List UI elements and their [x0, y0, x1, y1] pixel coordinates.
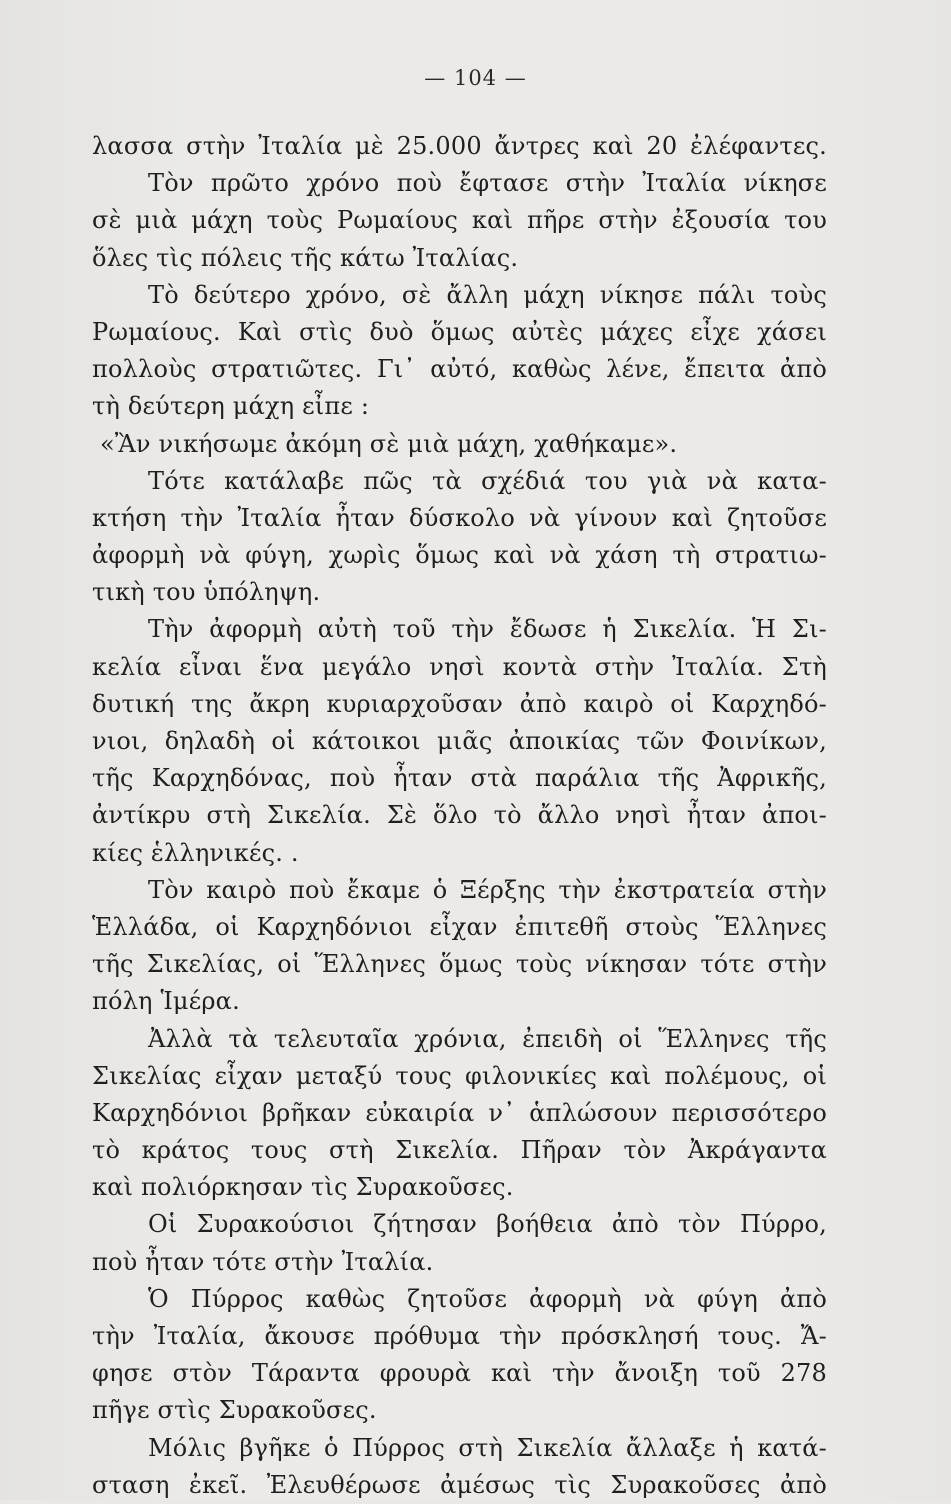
text-line: σὲ μιὰ μάχη τοὺς Ρωμαίους καὶ πῆρε στὴν ἐξουσία του [92, 206, 827, 235]
text-line: Τότε κατάλαβε πῶς τὰ σχέδιά του γιὰ νὰ κατα- [148, 466, 827, 495]
text-line: πόλη Ἱμέρα. [92, 987, 240, 1016]
text-line: Ρωμαίους. Καὶ στὶς δυὸ ὅμως αὐτὲς μάχες εἶχε χάσει [92, 317, 827, 346]
text-line: Τὸ δεύτερο χρόνο, σὲ ἄλλη μάχη νίκησε πάλι τοὺς [148, 280, 827, 309]
text-line: κίες ἑλληνικές. . [92, 838, 299, 867]
text-line: Μόλις βγῆκε ὁ Πύρρος στὴ Σικελία ἄλλαξε ἡ κατά- [148, 1433, 827, 1462]
text-line: φησε στὸν Τάραντα φρουρὰ καὶ τὴν ἄνοιξη τοῦ 278 [92, 1359, 827, 1388]
text-line: καὶ πολιόρκησαν τὶς Συρακοῦσες. [92, 1173, 514, 1202]
text-line: κτήση τὴν Ἰταλία ἦταν δύσκολο νὰ γίνουν καὶ ζητοῦσε [92, 503, 827, 532]
text-line: πῆγε στὶς Συρακοῦσες. [92, 1396, 377, 1425]
text-line: Ὁ Πύρρος καθὼς ζητοῦσε ἀφορμὴ νὰ φύγη ἀπὸ [148, 1284, 827, 1313]
body-text [92, 128, 827, 1504]
text-line: «Ἂν νικήσωμε ἀκόμη σὲ μιὰ μάχη, χαθήκαμε». [100, 429, 678, 458]
text-line: τὴν Ἰταλία, ἄκουσε πρόθυμα τὴν πρόσκλησή τους. Ἄ- [92, 1322, 827, 1350]
text-line: Ἀλλὰ τὰ τελευταῖα χρόνια, ἐπειδὴ οἱ Ἕλληνες τῆς [148, 1024, 827, 1053]
text-line: Ἑλλάδα, οἱ Καρχηδόνιοι εἶχαν ἐπιτεθῆ στοὺς Ἕλληνες [92, 912, 827, 941]
text-line: Σικελίας εἶχαν μεταξύ τους φιλονικίες καὶ πολέμους, οἱ [92, 1061, 827, 1090]
text-line: τὴ δεύτερη μάχη εἶπε : [92, 392, 370, 421]
text-line: Τὸν καιρὸ ποὺ ἔκαμε ὁ Ξέρξης τὴν ἐκστρατεία στὴν [148, 875, 827, 904]
text-line: ποὺ ἦταν τότε στὴν Ἰταλία. [92, 1247, 434, 1276]
text-line: ὅλες τὶς πόλεις τῆς κάτω Ἰταλίας. [92, 243, 519, 272]
page-number: — 104 — [424, 66, 527, 90]
text-line: ἀφορμὴ νὰ φύγη, χωρὶς ὅμως καὶ νὰ χάση τὴ στρατιω- [92, 541, 827, 570]
text-line: νιοι, δηλαδὴ οἱ κάτοικοι μιᾶς ἀποικίας τῶν Φοινίκων, [92, 727, 827, 755]
text-line: Οἱ Συρακούσιοι ζήτησαν βοήθεια ἀπὸ τὸν Πύρρο, [148, 1210, 827, 1239]
text-line: τὸ κράτος τους στὴ Σικελία. Πῆραν τὸν Ἀκράγαντα [92, 1136, 827, 1165]
text-line: πολλοὺς στρατιῶτες. Γι᾽ αὐτό, καθὼς λένε, ἔπειτα ἀπὸ [92, 355, 827, 384]
text-line: λασσα στὴν Ἰταλία μὲ 25.000 ἄντρες καὶ 20 ἐλέφαντες. [92, 132, 827, 160]
text-line: τῆς Καρχηδόνας, ποὺ ἦταν στὰ παράλια τῆς Ἀφρικῆς, [92, 764, 827, 793]
text-line: τικὴ του ὑπόληψη. [92, 578, 321, 607]
text-line: ἀντίκρυ στὴ Σικελία. Σὲ ὅλο τὸ ἄλλο νησὶ ἦταν ἀποι- [92, 801, 827, 830]
text-line: Τὸν πρῶτο χρόνο ποὺ ἔφτασε στὴν Ἰταλία νίκησε [148, 169, 827, 198]
text-line: τῆς Σικελίας, οἱ Ἕλληνες ὅμως τοὺς νίκησαν τότε στὴν [92, 950, 827, 979]
text-line: δυτική της ἄκρη κυριαρχοῦσαν ἀπὸ καιρὸ οἱ Καρχηδό- [92, 689, 827, 718]
text-line: σταση ἐκεῖ. Ἐλευθέρωσε ἀμέσως τὶς Συρακοῦσες ἀπὸ [92, 1470, 827, 1499]
text-line: Τὴν ἀφορμὴ αὐτὴ τοῦ τὴν ἔδωσε ἡ Σικελία. Ἡ Σι- [148, 615, 827, 644]
text-line: Καρχηδόνιοι βρῆκαν εὐκαιρία ν᾽ ἁπλώσουν περισσότερο [92, 1098, 827, 1127]
text-line: κελία εἶναι ἕνα μεγάλο νησὶ κοντὰ στὴν Ἰταλία. Στὴ [92, 652, 827, 681]
